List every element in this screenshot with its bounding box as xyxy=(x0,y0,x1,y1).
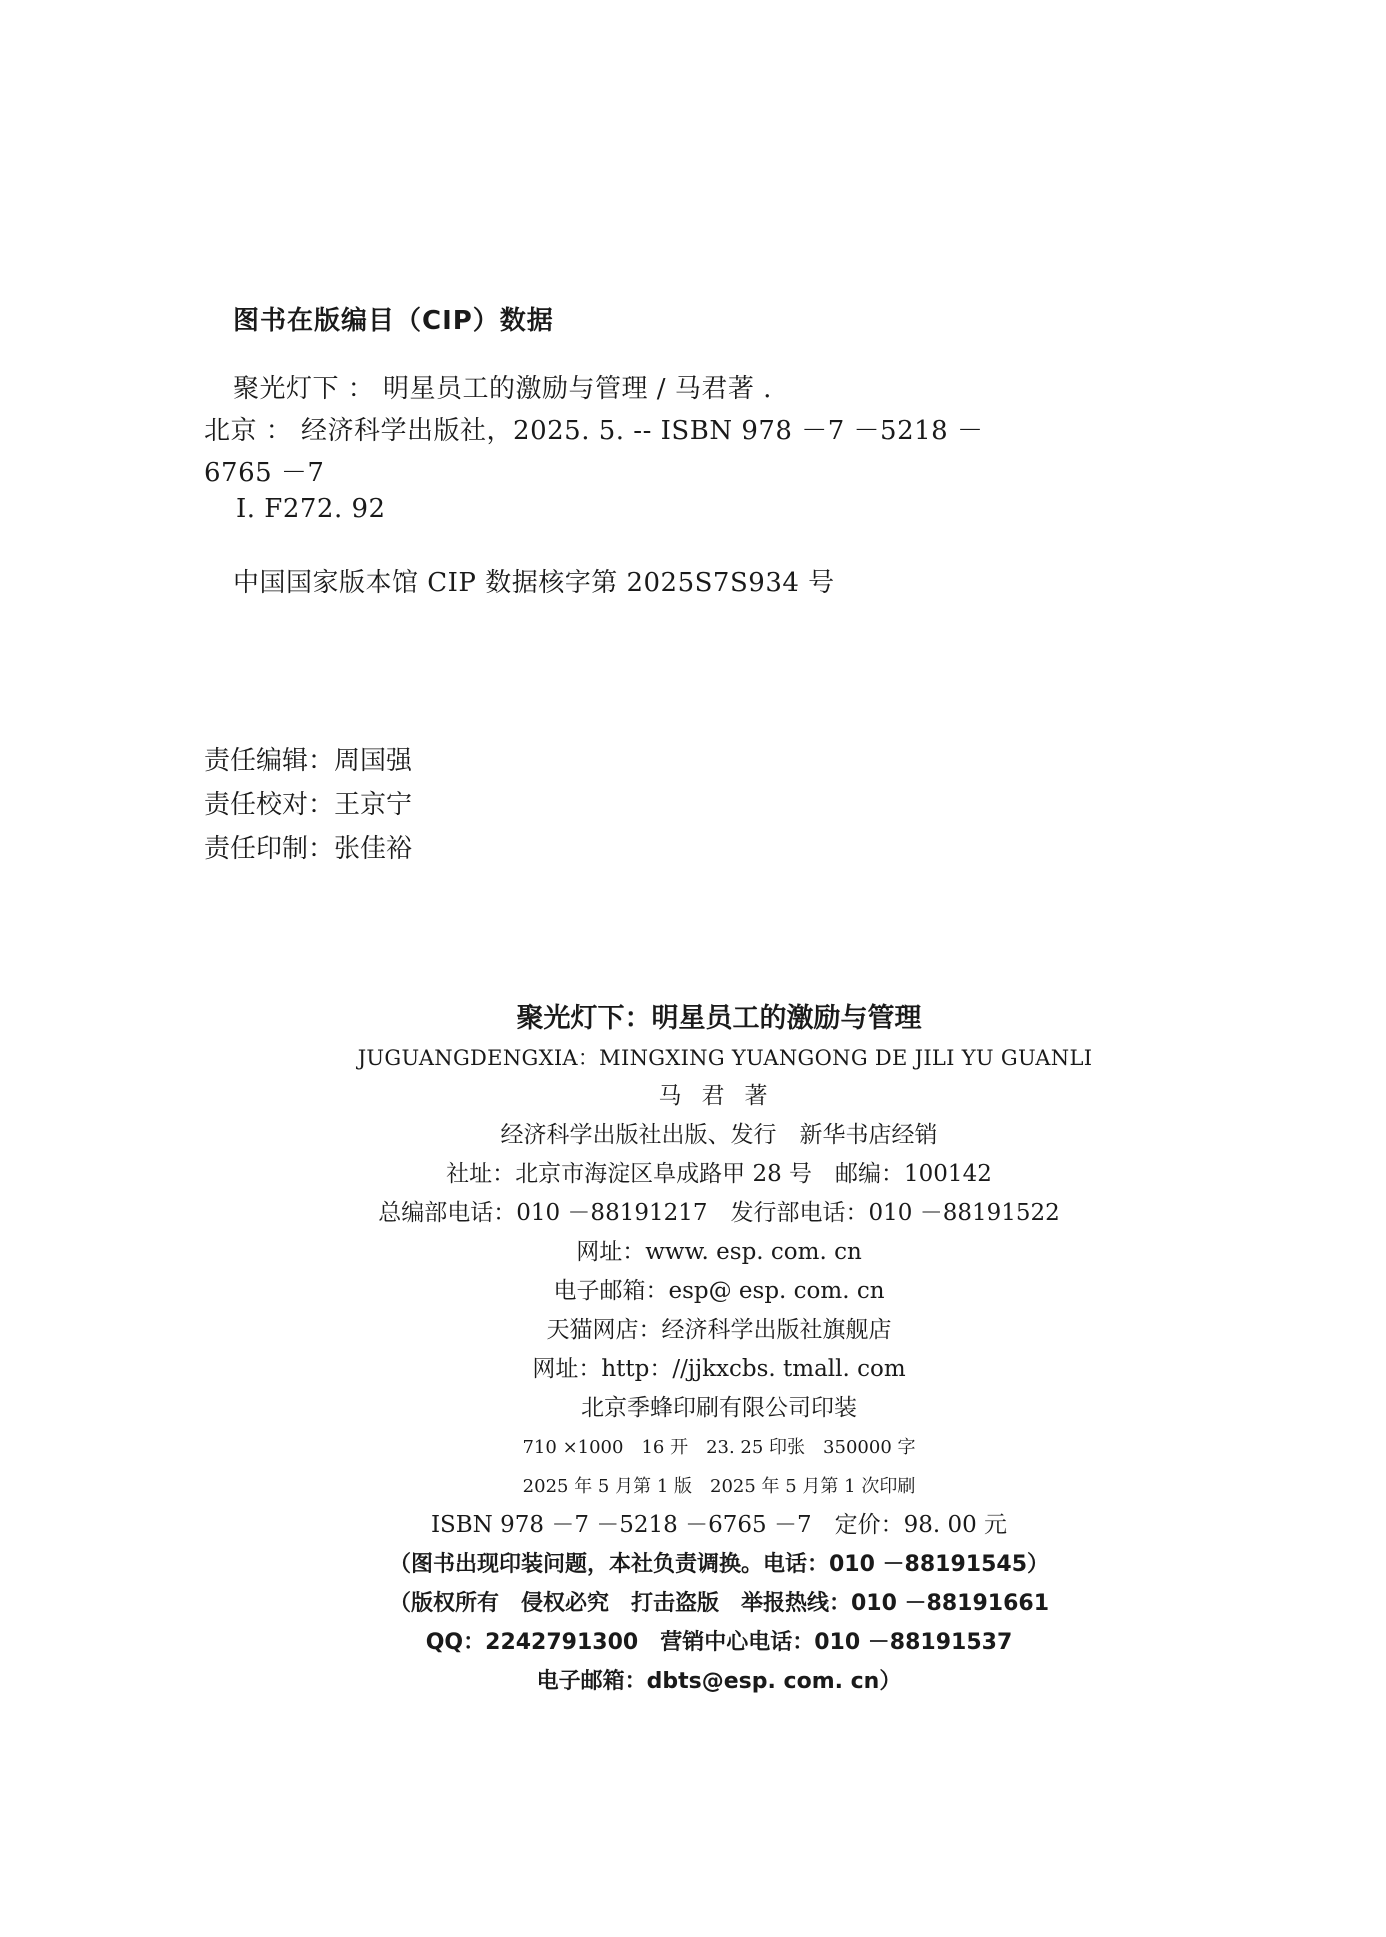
cip-line-isbn-cont: 6765 －7 xyxy=(204,458,325,488)
cip-line-title-author: 聚光灯下 ： 明星员工的激励与管理 / 马君著 . xyxy=(233,374,772,404)
colophon-tmall-url: 网址：http：//jjkxcbs. tmall. com xyxy=(532,1356,906,1382)
colophon-notice-email: 电子邮箱：dbts@esp. com. cn） xyxy=(536,1669,902,1694)
colophon-website: 网址：www. esp. com. cn xyxy=(576,1239,862,1265)
colophon-specs: 710 ×1000 16 开 23. 25 印张 350000 字 xyxy=(522,1437,916,1458)
cip-line-classification: Ⅰ. F272. 92 xyxy=(236,494,386,524)
colophon-printer: 北京季蜂印刷有限公司印装 xyxy=(581,1395,857,1421)
responsible-printing: 责任印制：张佳裕 xyxy=(204,834,413,864)
colophon-notice-copyright: （版权所有 侵权必究 打击盗版 举报热线：010 －88191661 xyxy=(388,1591,1050,1616)
colophon-phones: 总编部电话：010 －88191217 发行部电话：010 －88191522 xyxy=(378,1200,1060,1226)
cip-heading: 图书在版编目（CIP）数据 xyxy=(233,306,554,336)
responsible-proofreader: 责任校对：王京宁 xyxy=(204,790,413,820)
colophon-address: 社址：北京市海淀区阜成路甲 28 号 邮编：100142 xyxy=(446,1161,992,1187)
responsible-editor: 责任编辑：周国强 xyxy=(204,746,413,776)
colophon-email: 电子邮箱：esp@ esp. com. cn xyxy=(553,1278,885,1304)
colophon xyxy=(0,998,1386,1701)
colophon-tmall-store: 天猫网店：经济科学出版社旗舰店 xyxy=(546,1317,892,1343)
colophon-title: 聚光灯下：明星员工的激励与管理 xyxy=(516,1003,922,1034)
colophon-notice-print-issue: （图书出现印装问题，本社负责调换。电话：010 －88191545） xyxy=(388,1552,1050,1577)
colophon-pinyin: JUGUANGDENGXIA：MINGXING YUANGONG DE JILI YU GUANLI xyxy=(357,1046,1093,1070)
colophon-edition: 2025 年 5 月第 1 版 2025 年 5 月第 1 次印刷 xyxy=(522,1476,916,1497)
colophon-isbn-price: ISBN 978 －7 －5218 －6765 －7 定价：98. 00 元 xyxy=(430,1512,1008,1538)
colophon-author: 马君著 xyxy=(658,1083,788,1109)
cip-line-record-number: 中国国家版本馆 CIP 数据核字第 2025S7S934 号 xyxy=(233,568,835,598)
colophon-publisher: 经济科学出版社出版、发行 新华书店经销 xyxy=(500,1122,938,1148)
colophon-notice-contact: QQ：2242791300 营销中心电话：010 －88191537 xyxy=(425,1630,1013,1655)
cip-line-publisher-isbn: 北京 ： 经济科学出版社，2025. 5. -- ISBN 978 －7 －5218 － xyxy=(204,416,984,446)
